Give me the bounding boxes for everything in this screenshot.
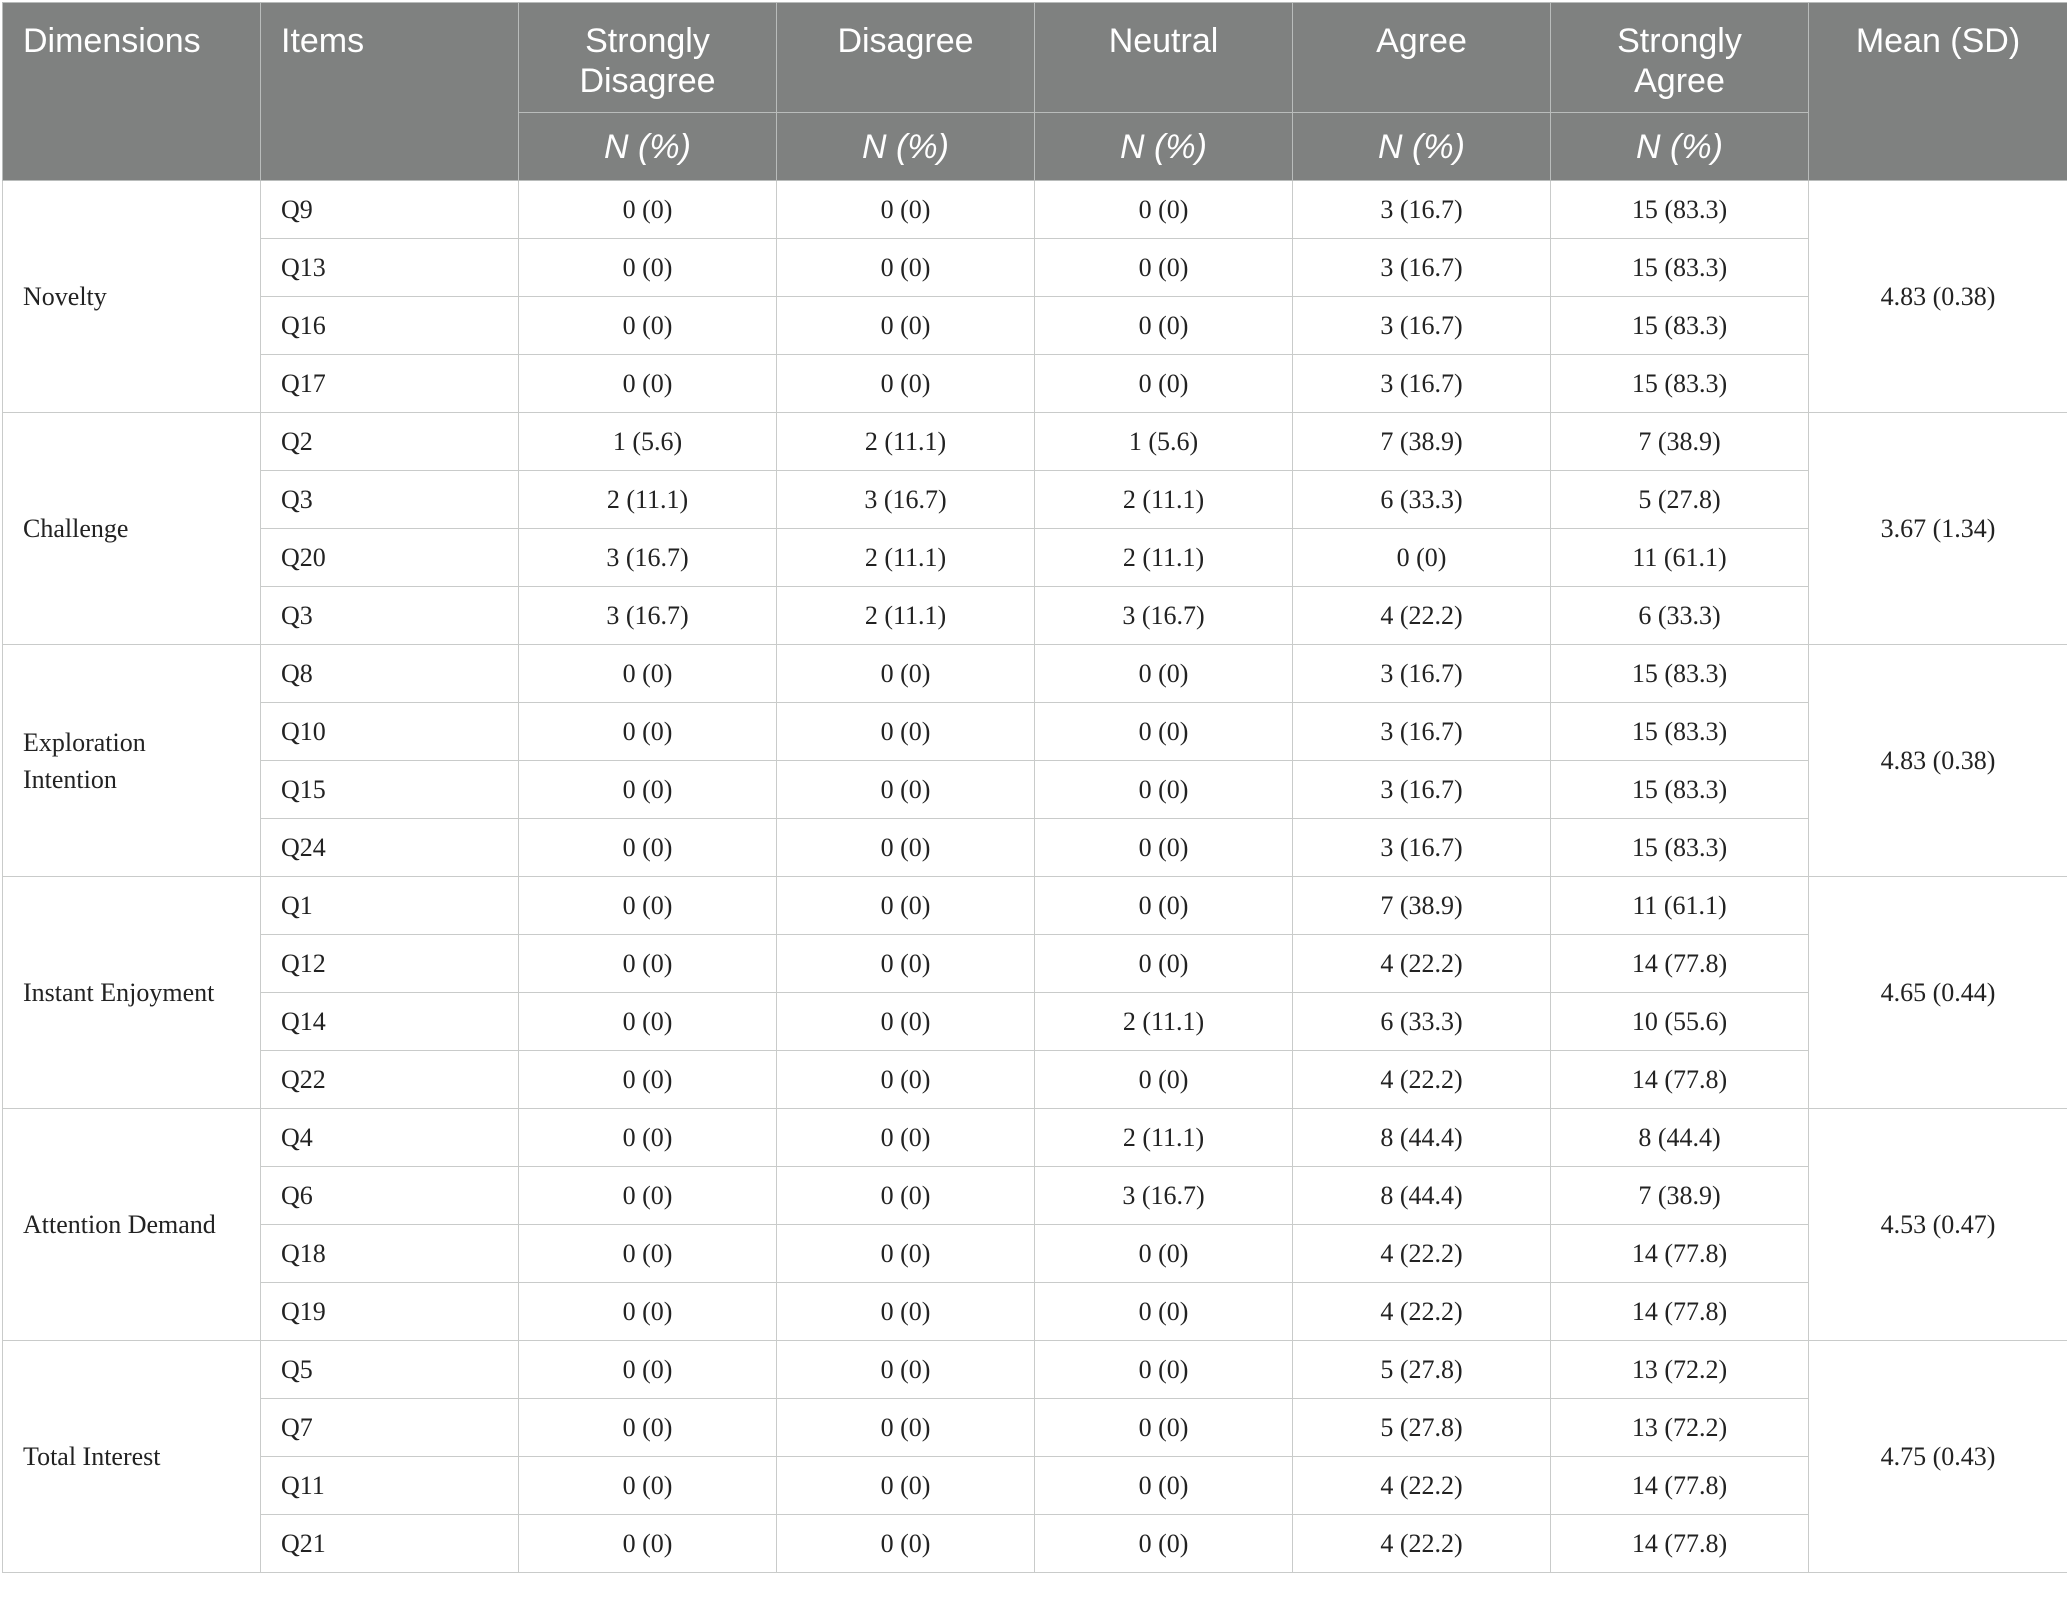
header-strongly-agree: Strongly Agree [1551, 3, 1809, 113]
header-n-pct: N (%) [777, 113, 1035, 181]
agree-cell: 4 (22.2) [1293, 1457, 1551, 1515]
item-cell: Q8 [261, 645, 519, 703]
neutral-cell: 0 (0) [1035, 819, 1293, 877]
strongly-agree-cell: 11 (61.1) [1551, 529, 1809, 587]
disagree-cell: 2 (11.1) [777, 413, 1035, 471]
item-cell: Q19 [261, 1283, 519, 1341]
strongly-agree-cell: 14 (77.8) [1551, 1457, 1809, 1515]
strongly-agree-cell: 15 (83.3) [1551, 703, 1809, 761]
table-row [3, 1399, 2067, 1457]
disagree-cell: 0 (0) [777, 1283, 1035, 1341]
neutral-cell: 0 (0) [1035, 1051, 1293, 1109]
header-neutral: Neutral [1035, 3, 1293, 113]
table-row [3, 645, 2067, 703]
neutral-cell: 2 (11.1) [1035, 993, 1293, 1051]
agree-cell: 5 (27.8) [1293, 1399, 1551, 1457]
table-row [3, 1515, 2067, 1573]
agree-cell: 4 (22.2) [1293, 587, 1551, 645]
table-row [3, 1457, 2067, 1515]
neutral-cell: 2 (11.1) [1035, 471, 1293, 529]
strongly-agree-cell: 14 (77.8) [1551, 935, 1809, 993]
header-dimensions: Dimensions [3, 3, 261, 181]
agree-cell: 3 (16.7) [1293, 819, 1551, 877]
header-items: Items [261, 3, 519, 181]
agree-cell: 7 (38.9) [1293, 877, 1551, 935]
disagree-cell: 0 (0) [777, 297, 1035, 355]
table-row [3, 587, 2067, 645]
disagree-cell: 0 (0) [777, 1167, 1035, 1225]
strongly-disagree-cell: 0 (0) [519, 1283, 777, 1341]
strongly-disagree-cell: 0 (0) [519, 877, 777, 935]
strongly-disagree-cell: 0 (0) [519, 1051, 777, 1109]
neutral-cell: 0 (0) [1035, 1515, 1293, 1573]
item-cell: Q24 [261, 819, 519, 877]
header-mean-sd: Mean (SD) [1809, 3, 2067, 181]
header-agree: Agree [1293, 3, 1551, 113]
neutral-cell: 1 (5.6) [1035, 413, 1293, 471]
table-row [3, 1167, 2067, 1225]
disagree-cell: 0 (0) [777, 819, 1035, 877]
item-cell: Q11 [261, 1457, 519, 1515]
neutral-cell: 0 (0) [1035, 645, 1293, 703]
agree-cell: 4 (22.2) [1293, 1225, 1551, 1283]
agree-cell: 3 (16.7) [1293, 181, 1551, 239]
item-cell: Q4 [261, 1109, 519, 1167]
table-row [3, 181, 2067, 239]
disagree-cell: 0 (0) [777, 1515, 1035, 1573]
table-row [3, 819, 2067, 877]
header-n-pct: N (%) [519, 113, 777, 181]
disagree-cell: 2 (11.1) [777, 529, 1035, 587]
disagree-cell: 3 (16.7) [777, 471, 1035, 529]
item-cell: Q13 [261, 239, 519, 297]
table-row [3, 297, 2067, 355]
table-row [3, 761, 2067, 819]
table-row [3, 413, 2067, 471]
disagree-cell: 0 (0) [777, 355, 1035, 413]
strongly-disagree-cell: 0 (0) [519, 1167, 777, 1225]
strongly-agree-cell: 14 (77.8) [1551, 1225, 1809, 1283]
strongly-disagree-cell: 0 (0) [519, 761, 777, 819]
strongly-disagree-cell: 0 (0) [519, 1109, 777, 1167]
mean-sd-cell: 4.53 (0.47) [1809, 1109, 2067, 1341]
disagree-cell: 0 (0) [777, 1341, 1035, 1399]
header-n-pct: N (%) [1551, 113, 1809, 181]
table-row [3, 1051, 2067, 1109]
item-cell: Q18 [261, 1225, 519, 1283]
mean-sd-cell: 4.75 (0.43) [1809, 1341, 2067, 1573]
strongly-agree-cell: 10 (55.6) [1551, 993, 1809, 1051]
strongly-disagree-cell: 0 (0) [519, 993, 777, 1051]
agree-cell: 8 (44.4) [1293, 1109, 1551, 1167]
survey-results-table [2, 2, 2067, 1573]
item-cell: Q17 [261, 355, 519, 413]
strongly-disagree-cell: 0 (0) [519, 1399, 777, 1457]
strongly-agree-cell: 15 (83.3) [1551, 819, 1809, 877]
strongly-agree-cell: 15 (83.3) [1551, 239, 1809, 297]
strongly-disagree-cell: 0 (0) [519, 1515, 777, 1573]
neutral-cell: 0 (0) [1035, 935, 1293, 993]
agree-cell: 4 (22.2) [1293, 1051, 1551, 1109]
neutral-cell: 0 (0) [1035, 761, 1293, 819]
mean-sd-cell: 4.83 (0.38) [1809, 645, 2067, 877]
neutral-cell: 0 (0) [1035, 297, 1293, 355]
table-row [3, 1225, 2067, 1283]
item-cell: Q2 [261, 413, 519, 471]
dimension-cell: Exploration Intention [3, 645, 261, 877]
table-row [3, 1341, 2067, 1399]
agree-cell: 3 (16.7) [1293, 703, 1551, 761]
table-row [3, 935, 2067, 993]
agree-cell: 3 (16.7) [1293, 645, 1551, 703]
neutral-cell: 0 (0) [1035, 239, 1293, 297]
dimension-cell: Challenge [3, 413, 261, 645]
disagree-cell: 0 (0) [777, 1225, 1035, 1283]
strongly-disagree-cell: 2 (11.1) [519, 471, 777, 529]
strongly-agree-cell: 15 (83.3) [1551, 355, 1809, 413]
agree-cell: 3 (16.7) [1293, 297, 1551, 355]
agree-cell: 6 (33.3) [1293, 993, 1551, 1051]
strongly-agree-cell: 6 (33.3) [1551, 587, 1809, 645]
item-cell: Q9 [261, 181, 519, 239]
strongly-agree-cell: 15 (83.3) [1551, 297, 1809, 355]
agree-cell: 3 (16.7) [1293, 761, 1551, 819]
item-cell: Q15 [261, 761, 519, 819]
disagree-cell: 0 (0) [777, 1109, 1035, 1167]
strongly-agree-cell: 15 (83.3) [1551, 181, 1809, 239]
agree-cell: 0 (0) [1293, 529, 1551, 587]
header-n-pct: N (%) [1035, 113, 1293, 181]
agree-cell: 4 (22.2) [1293, 1515, 1551, 1573]
neutral-cell: 0 (0) [1035, 877, 1293, 935]
disagree-cell: 0 (0) [777, 935, 1035, 993]
strongly-agree-cell: 14 (77.8) [1551, 1051, 1809, 1109]
table-body [3, 181, 2067, 1573]
strongly-disagree-cell: 0 (0) [519, 645, 777, 703]
neutral-cell: 3 (16.7) [1035, 587, 1293, 645]
strongly-disagree-cell: 0 (0) [519, 819, 777, 877]
agree-cell: 3 (16.7) [1293, 239, 1551, 297]
disagree-cell: 0 (0) [777, 761, 1035, 819]
strongly-agree-cell: 7 (38.9) [1551, 1167, 1809, 1225]
agree-cell: 4 (22.2) [1293, 935, 1551, 993]
agree-cell: 7 (38.9) [1293, 413, 1551, 471]
strongly-agree-cell: 15 (83.3) [1551, 761, 1809, 819]
table-row [3, 355, 2067, 413]
neutral-cell: 0 (0) [1035, 703, 1293, 761]
item-cell: Q3 [261, 587, 519, 645]
strongly-agree-cell: 8 (44.4) [1551, 1109, 1809, 1167]
table-row [3, 529, 2067, 587]
mean-sd-cell: 3.67 (1.34) [1809, 413, 2067, 645]
neutral-cell: 0 (0) [1035, 355, 1293, 413]
strongly-disagree-cell: 0 (0) [519, 239, 777, 297]
item-cell: Q21 [261, 1515, 519, 1573]
item-cell: Q10 [261, 703, 519, 761]
mean-sd-cell: 4.83 (0.38) [1809, 181, 2067, 413]
item-cell: Q6 [261, 1167, 519, 1225]
neutral-cell: 2 (11.1) [1035, 1109, 1293, 1167]
strongly-disagree-cell: 0 (0) [519, 355, 777, 413]
strongly-agree-cell: 13 (72.2) [1551, 1399, 1809, 1457]
strongly-disagree-cell: 0 (0) [519, 181, 777, 239]
disagree-cell: 0 (0) [777, 993, 1035, 1051]
item-cell: Q20 [261, 529, 519, 587]
agree-cell: 3 (16.7) [1293, 355, 1551, 413]
strongly-disagree-cell: 1 (5.6) [519, 413, 777, 471]
item-cell: Q3 [261, 471, 519, 529]
neutral-cell: 0 (0) [1035, 1399, 1293, 1457]
strongly-disagree-cell: 3 (16.7) [519, 587, 777, 645]
table-row [3, 1109, 2067, 1167]
strongly-disagree-cell: 0 (0) [519, 935, 777, 993]
agree-cell: 5 (27.8) [1293, 1341, 1551, 1399]
agree-cell: 6 (33.3) [1293, 471, 1551, 529]
disagree-cell: 0 (0) [777, 1051, 1035, 1109]
neutral-cell: 0 (0) [1035, 1457, 1293, 1515]
strongly-agree-cell: 15 (83.3) [1551, 645, 1809, 703]
item-cell: Q16 [261, 297, 519, 355]
disagree-cell: 0 (0) [777, 645, 1035, 703]
table-row [3, 703, 2067, 761]
item-cell: Q1 [261, 877, 519, 935]
mean-sd-cell: 4.65 (0.44) [1809, 877, 2067, 1109]
disagree-cell: 0 (0) [777, 1457, 1035, 1515]
strongly-disagree-cell: 3 (16.7) [519, 529, 777, 587]
item-cell: Q14 [261, 993, 519, 1051]
strongly-disagree-cell: 0 (0) [519, 1457, 777, 1515]
table-row [3, 1283, 2067, 1341]
disagree-cell: 2 (11.1) [777, 587, 1035, 645]
dimension-cell: Total Interest [3, 1341, 261, 1573]
agree-cell: 8 (44.4) [1293, 1167, 1551, 1225]
strongly-disagree-cell: 0 (0) [519, 1341, 777, 1399]
strongly-agree-cell: 5 (27.8) [1551, 471, 1809, 529]
disagree-cell: 0 (0) [777, 239, 1035, 297]
strongly-agree-cell: 7 (38.9) [1551, 413, 1809, 471]
neutral-cell: 0 (0) [1035, 1341, 1293, 1399]
agree-cell: 4 (22.2) [1293, 1283, 1551, 1341]
dimension-cell: Attention Demand [3, 1109, 261, 1341]
strongly-disagree-cell: 0 (0) [519, 703, 777, 761]
disagree-cell: 0 (0) [777, 181, 1035, 239]
disagree-cell: 0 (0) [777, 703, 1035, 761]
dimension-cell: Instant Enjoyment [3, 877, 261, 1109]
item-cell: Q7 [261, 1399, 519, 1457]
item-cell: Q12 [261, 935, 519, 993]
table-row [3, 239, 2067, 297]
item-cell: Q22 [261, 1051, 519, 1109]
strongly-agree-cell: 11 (61.1) [1551, 877, 1809, 935]
table-row [3, 471, 2067, 529]
strongly-agree-cell: 14 (77.8) [1551, 1515, 1809, 1573]
disagree-cell: 0 (0) [777, 877, 1035, 935]
neutral-cell: 3 (16.7) [1035, 1167, 1293, 1225]
strongly-agree-cell: 14 (77.8) [1551, 1283, 1809, 1341]
strongly-disagree-cell: 0 (0) [519, 297, 777, 355]
header-strongly-disagree: Strongly Disagree [519, 3, 777, 113]
strongly-disagree-cell: 0 (0) [519, 1225, 777, 1283]
strongly-agree-cell: 13 (72.2) [1551, 1341, 1809, 1399]
header-n-pct: N (%) [1293, 113, 1551, 181]
neutral-cell: 0 (0) [1035, 1283, 1293, 1341]
item-cell: Q5 [261, 1341, 519, 1399]
neutral-cell: 0 (0) [1035, 181, 1293, 239]
dimension-cell: Novelty [3, 181, 261, 413]
table-header [3, 3, 2067, 181]
disagree-cell: 0 (0) [777, 1399, 1035, 1457]
table-row [3, 877, 2067, 935]
neutral-cell: 2 (11.1) [1035, 529, 1293, 587]
header-disagree: Disagree [777, 3, 1035, 113]
table-row [3, 993, 2067, 1051]
neutral-cell: 0 (0) [1035, 1225, 1293, 1283]
